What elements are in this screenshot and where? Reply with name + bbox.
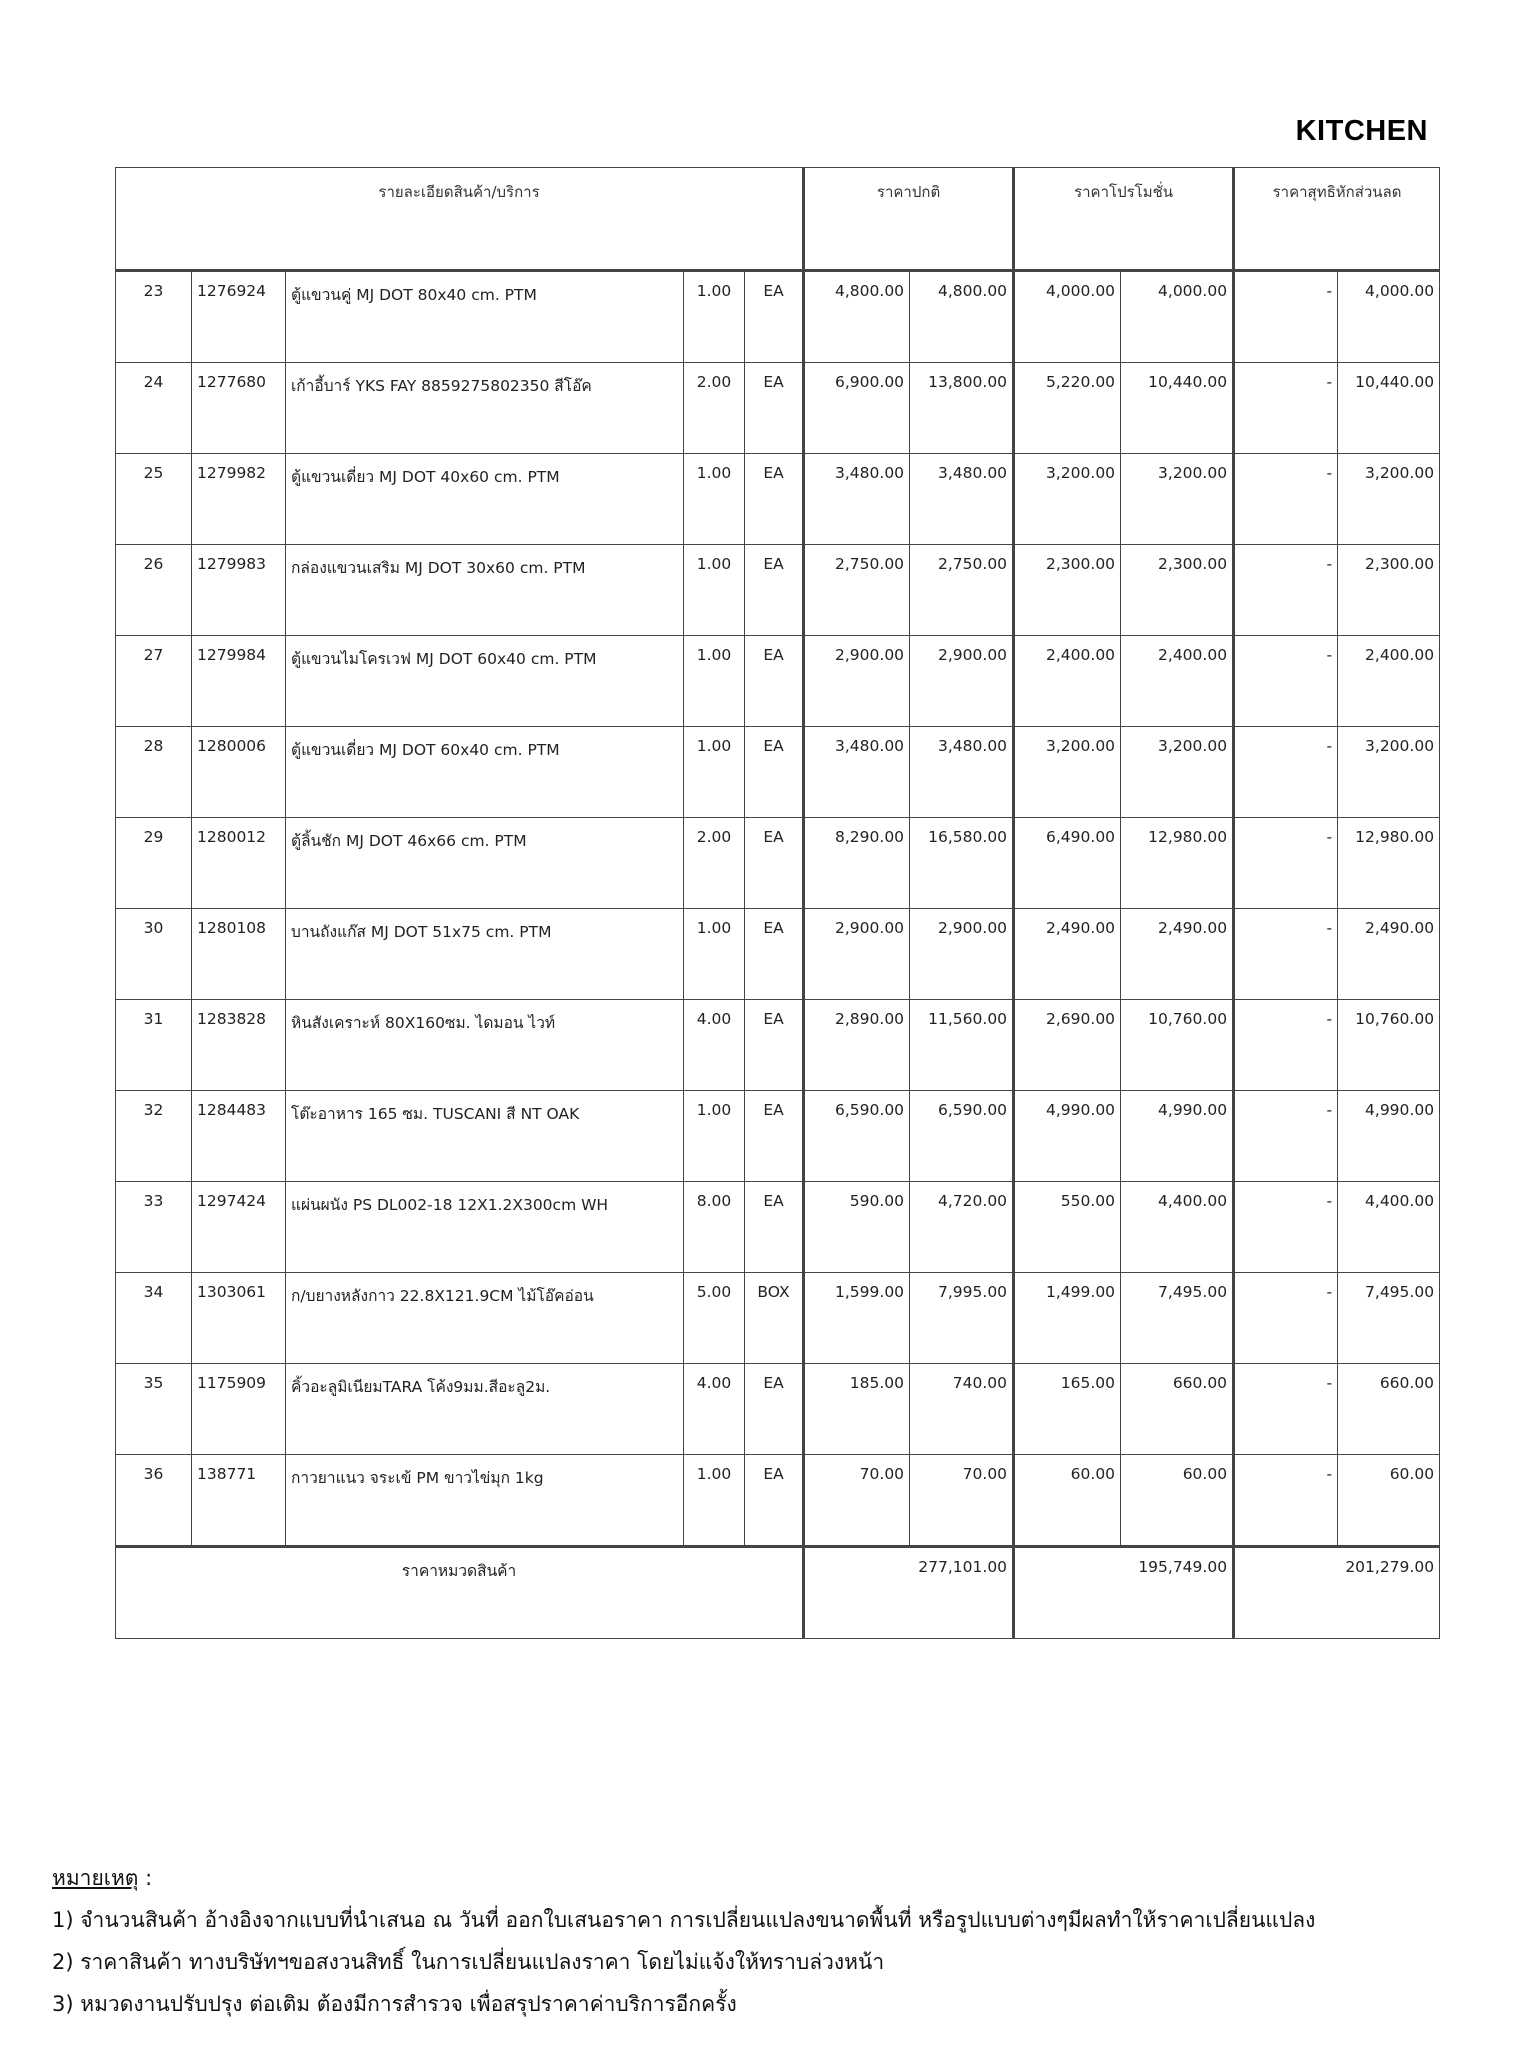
total-net: 201,279.00 <box>1234 1547 1440 1639</box>
note-line-3: 3) หมวดงานปรับปรุง ต่อเติม ต้องมีการสำรวจ เพื่อสรุปราคาค่าบริการอีกครั้ง <box>52 1992 737 2016</box>
row-promo-unit-price: 2,400.00 <box>1014 636 1121 727</box>
row-discount: - <box>1234 545 1338 636</box>
row-description: ตู้ลิ้นชัก MJ DOT 46x66 cm. PTM <box>286 818 684 909</box>
row-no: 29 <box>116 818 192 909</box>
header-net-price: ราคาสุทธิหักส่วนลด <box>1234 168 1440 271</box>
row-unit: EA <box>745 454 804 545</box>
row-discount: - <box>1234 727 1338 818</box>
row-regular-total: 4,800.00 <box>910 271 1014 363</box>
row-qty: 1.00 <box>684 727 745 818</box>
row-no: 27 <box>116 636 192 727</box>
row-no: 30 <box>116 909 192 1000</box>
row-description: กล่องแขวนเสริม MJ DOT 30x60 cm. PTM <box>286 545 684 636</box>
row-description: คิ้วอะลูมิเนียมTARA โค้ง9มม.สีอะลู2ม. <box>286 1364 684 1455</box>
row-promo-unit-price: 165.00 <box>1014 1364 1121 1455</box>
row-net-total: 4,990.00 <box>1338 1091 1440 1182</box>
row-no: 35 <box>116 1364 192 1455</box>
row-regular-unit-price: 1,599.00 <box>804 1273 910 1364</box>
row-discount: - <box>1234 1273 1338 1364</box>
row-regular-total: 4,720.00 <box>910 1182 1014 1273</box>
notes-heading <box>52 1857 1315 1899</box>
row-net-total: 10,440.00 <box>1338 363 1440 454</box>
row-promo-total: 3,200.00 <box>1121 454 1234 545</box>
row-code: 138771 <box>192 1455 286 1547</box>
table-row <box>116 363 1440 454</box>
row-promo-unit-price: 4,000.00 <box>1014 271 1121 363</box>
row-regular-unit-price: 2,890.00 <box>804 1000 910 1091</box>
row-code: 1279983 <box>192 545 286 636</box>
total-regular: 277,101.00 <box>804 1547 1014 1639</box>
row-net-total: 7,495.00 <box>1338 1273 1440 1364</box>
table-row <box>116 909 1440 1000</box>
row-code: 1280012 <box>192 818 286 909</box>
notes-colon: : <box>138 1866 153 1890</box>
page-title: KITCHEN <box>1295 115 1428 147</box>
row-discount: - <box>1234 454 1338 545</box>
row-net-total: 3,200.00 <box>1338 454 1440 545</box>
row-description: ตู้แขวนไมโครเวฟ MJ DOT 60x40 cm. PTM <box>286 636 684 727</box>
row-description: ก/บยางหลังกาว 22.8X121.9CM ไม้โอ๊คอ่อน <box>286 1273 684 1364</box>
row-promo-total: 660.00 <box>1121 1364 1234 1455</box>
row-discount: - <box>1234 636 1338 727</box>
row-unit: EA <box>745 545 804 636</box>
table-row <box>116 545 1440 636</box>
row-regular-unit-price: 590.00 <box>804 1182 910 1273</box>
row-regular-unit-price: 4,800.00 <box>804 271 910 363</box>
table-row <box>116 271 1440 363</box>
row-regular-total: 70.00 <box>910 1455 1014 1547</box>
row-qty: 1.00 <box>684 271 745 363</box>
row-no: 23 <box>116 271 192 363</box>
row-promo-total: 7,495.00 <box>1121 1273 1234 1364</box>
row-regular-total: 3,480.00 <box>910 727 1014 818</box>
row-code: 1280006 <box>192 727 286 818</box>
table-row <box>116 1182 1440 1273</box>
row-regular-total: 6,590.00 <box>910 1091 1014 1182</box>
row-no: 34 <box>116 1273 192 1364</box>
row-qty: 1.00 <box>684 545 745 636</box>
row-unit: BOX <box>745 1273 804 1364</box>
row-description: กาวยาแนว จระเข้ PM ขาวไข่มุก 1kg <box>286 1455 684 1547</box>
row-regular-total: 3,480.00 <box>910 454 1014 545</box>
row-promo-total: 2,300.00 <box>1121 545 1234 636</box>
row-qty: 2.00 <box>684 363 745 454</box>
row-regular-total: 2,900.00 <box>910 909 1014 1000</box>
row-promo-unit-price: 550.00 <box>1014 1182 1121 1273</box>
row-regular-unit-price: 3,480.00 <box>804 454 910 545</box>
row-description: ตู้แขวนเดี่ยว MJ DOT 40x60 cm. PTM <box>286 454 684 545</box>
note-line-1: 1) จำนวนสินค้า อ้างอิงจากแบบที่นำเสนอ ณ วันที่ ออกใบเสนอราคา การเปลี่ยนแปลงขนาดพื้นที่ หรือรูปแบบต่างๆมีผลทำให้ราคาเปลี่ยนแปลง <box>52 1908 1316 1932</box>
total-row <box>116 1547 1440 1639</box>
row-description: ตู้แขวนคู่ MJ DOT 80x40 cm. PTM <box>286 271 684 363</box>
row-promo-total: 2,400.00 <box>1121 636 1234 727</box>
row-code: 1279984 <box>192 636 286 727</box>
row-promo-unit-price: 1,499.00 <box>1014 1273 1121 1364</box>
row-code: 1277680 <box>192 363 286 454</box>
header-description: รายละเอียดสินค้า/บริการ <box>116 168 804 271</box>
row-unit: EA <box>745 1364 804 1455</box>
row-unit: EA <box>745 1000 804 1091</box>
note-line-2: 2) ราคาสินค้า ทางบริษัทฯขอสงวนสิทธิ์ ในการเปลี่ยนแปลงราคา โดยไม่แจ้งให้ทราบล่วงหน้า <box>52 1950 885 1974</box>
row-net-total: 2,400.00 <box>1338 636 1440 727</box>
row-code: 1276924 <box>192 271 286 363</box>
row-net-total: 10,760.00 <box>1338 1000 1440 1091</box>
row-unit: EA <box>745 1182 804 1273</box>
row-discount: - <box>1234 1091 1338 1182</box>
row-net-total: 3,200.00 <box>1338 727 1440 818</box>
row-net-total: 2,300.00 <box>1338 545 1440 636</box>
row-promo-unit-price: 60.00 <box>1014 1455 1121 1547</box>
table-header-row <box>116 168 1440 271</box>
row-no: 28 <box>116 727 192 818</box>
row-regular-unit-price: 8,290.00 <box>804 818 910 909</box>
row-promo-total: 3,200.00 <box>1121 727 1234 818</box>
row-discount: - <box>1234 909 1338 1000</box>
row-net-total: 4,400.00 <box>1338 1182 1440 1273</box>
table-row <box>116 1091 1440 1182</box>
table-row <box>116 1273 1440 1364</box>
row-no: 25 <box>116 454 192 545</box>
row-code: 1280108 <box>192 909 286 1000</box>
row-regular-unit-price: 6,590.00 <box>804 1091 910 1182</box>
row-qty: 1.00 <box>684 1091 745 1182</box>
row-no: 36 <box>116 1455 192 1547</box>
row-description: ตู้แขวนเดี่ยว MJ DOT 60x40 cm. PTM <box>286 727 684 818</box>
row-description: เก้าอี้บาร์ YKS FAY 8859275802350 สีโอ๊ค <box>286 363 684 454</box>
row-code: 1303061 <box>192 1273 286 1364</box>
row-regular-total: 7,995.00 <box>910 1273 1014 1364</box>
row-discount: - <box>1234 818 1338 909</box>
row-regular-unit-price: 2,750.00 <box>804 545 910 636</box>
row-code: 1284483 <box>192 1091 286 1182</box>
row-regular-total: 2,900.00 <box>910 636 1014 727</box>
notes-title: หมายเหตุ <box>52 1866 139 1890</box>
row-regular-total: 740.00 <box>910 1364 1014 1455</box>
row-code: 1279982 <box>192 454 286 545</box>
row-discount: - <box>1234 271 1338 363</box>
row-discount: - <box>1234 1364 1338 1455</box>
row-discount: - <box>1234 1000 1338 1091</box>
row-regular-unit-price: 6,900.00 <box>804 363 910 454</box>
row-promo-unit-price: 3,200.00 <box>1014 727 1121 818</box>
total-label: ราคาหมวดสินค้า <box>116 1547 804 1639</box>
row-description: บานถังแก๊ส MJ DOT 51x75 cm. PTM <box>286 909 684 1000</box>
row-regular-total: 11,560.00 <box>910 1000 1014 1091</box>
row-promo-unit-price: 2,490.00 <box>1014 909 1121 1000</box>
row-promo-total: 10,440.00 <box>1121 363 1234 454</box>
row-net-total: 12,980.00 <box>1338 818 1440 909</box>
row-qty: 1.00 <box>684 636 745 727</box>
header-promo-price: ราคาโปรโมชั่น <box>1014 168 1234 271</box>
row-promo-unit-price: 3,200.00 <box>1014 454 1121 545</box>
table-row <box>116 818 1440 909</box>
row-regular-unit-price: 70.00 <box>804 1455 910 1547</box>
row-discount: - <box>1234 1455 1338 1547</box>
row-regular-total: 16,580.00 <box>910 818 1014 909</box>
table-row <box>116 1000 1440 1091</box>
header-regular-price: ราคาปกติ <box>804 168 1014 271</box>
row-promo-unit-price: 2,690.00 <box>1014 1000 1121 1091</box>
row-unit: EA <box>745 1091 804 1182</box>
row-net-total: 2,490.00 <box>1338 909 1440 1000</box>
table-row <box>116 727 1440 818</box>
row-regular-unit-price: 3,480.00 <box>804 727 910 818</box>
table-row <box>116 1364 1440 1455</box>
quotation-table <box>115 167 1440 1639</box>
row-unit: EA <box>745 636 804 727</box>
row-code: 1175909 <box>192 1364 286 1455</box>
row-qty: 4.00 <box>684 1364 745 1455</box>
row-description: แผ่นผนัง PS DL002-18 12X1.2X300cm WH <box>286 1182 684 1273</box>
row-net-total: 4,000.00 <box>1338 271 1440 363</box>
row-promo-total: 4,990.00 <box>1121 1091 1234 1182</box>
row-regular-unit-price: 185.00 <box>804 1364 910 1455</box>
row-promo-total: 2,490.00 <box>1121 909 1234 1000</box>
row-no: 33 <box>116 1182 192 1273</box>
notes-section <box>52 1857 1315 2025</box>
row-net-total: 660.00 <box>1338 1364 1440 1455</box>
row-qty: 1.00 <box>684 1455 745 1547</box>
row-code: 1297424 <box>192 1182 286 1273</box>
total-promo: 195,749.00 <box>1014 1547 1234 1639</box>
row-promo-unit-price: 5,220.00 <box>1014 363 1121 454</box>
row-qty: 8.00 <box>684 1182 745 1273</box>
row-regular-total: 13,800.00 <box>910 363 1014 454</box>
row-qty: 2.00 <box>684 818 745 909</box>
row-regular-unit-price: 2,900.00 <box>804 909 910 1000</box>
row-code: 1283828 <box>192 1000 286 1091</box>
row-unit: EA <box>745 909 804 1000</box>
row-qty: 1.00 <box>684 454 745 545</box>
row-unit: EA <box>745 1455 804 1547</box>
row-promo-total: 10,760.00 <box>1121 1000 1234 1091</box>
row-description: โต๊ะอาหาร 165 ซม. TUSCANI สี NT OAK <box>286 1091 684 1182</box>
row-promo-total: 60.00 <box>1121 1455 1234 1547</box>
row-promo-total: 12,980.00 <box>1121 818 1234 909</box>
row-description: หินสังเคราะห์ 80X160ซม. ไดมอน ไวท์ <box>286 1000 684 1091</box>
table-row <box>116 636 1440 727</box>
row-discount: - <box>1234 1182 1338 1273</box>
row-qty: 1.00 <box>684 909 745 1000</box>
row-promo-unit-price: 6,490.00 <box>1014 818 1121 909</box>
row-unit: EA <box>745 727 804 818</box>
row-unit: EA <box>745 271 804 363</box>
row-promo-unit-price: 4,990.00 <box>1014 1091 1121 1182</box>
row-regular-unit-price: 2,900.00 <box>804 636 910 727</box>
row-net-total: 60.00 <box>1338 1455 1440 1547</box>
row-promo-total: 4,000.00 <box>1121 271 1234 363</box>
row-discount: - <box>1234 363 1338 454</box>
row-regular-total: 2,750.00 <box>910 545 1014 636</box>
row-qty: 4.00 <box>684 1000 745 1091</box>
row-unit: EA <box>745 818 804 909</box>
row-no: 24 <box>116 363 192 454</box>
row-promo-unit-price: 2,300.00 <box>1014 545 1121 636</box>
row-unit: EA <box>745 363 804 454</box>
row-no: 32 <box>116 1091 192 1182</box>
table-row <box>116 454 1440 545</box>
row-qty: 5.00 <box>684 1273 745 1364</box>
row-no: 31 <box>116 1000 192 1091</box>
row-promo-total: 4,400.00 <box>1121 1182 1234 1273</box>
table-row <box>116 1455 1440 1547</box>
row-no: 26 <box>116 545 192 636</box>
